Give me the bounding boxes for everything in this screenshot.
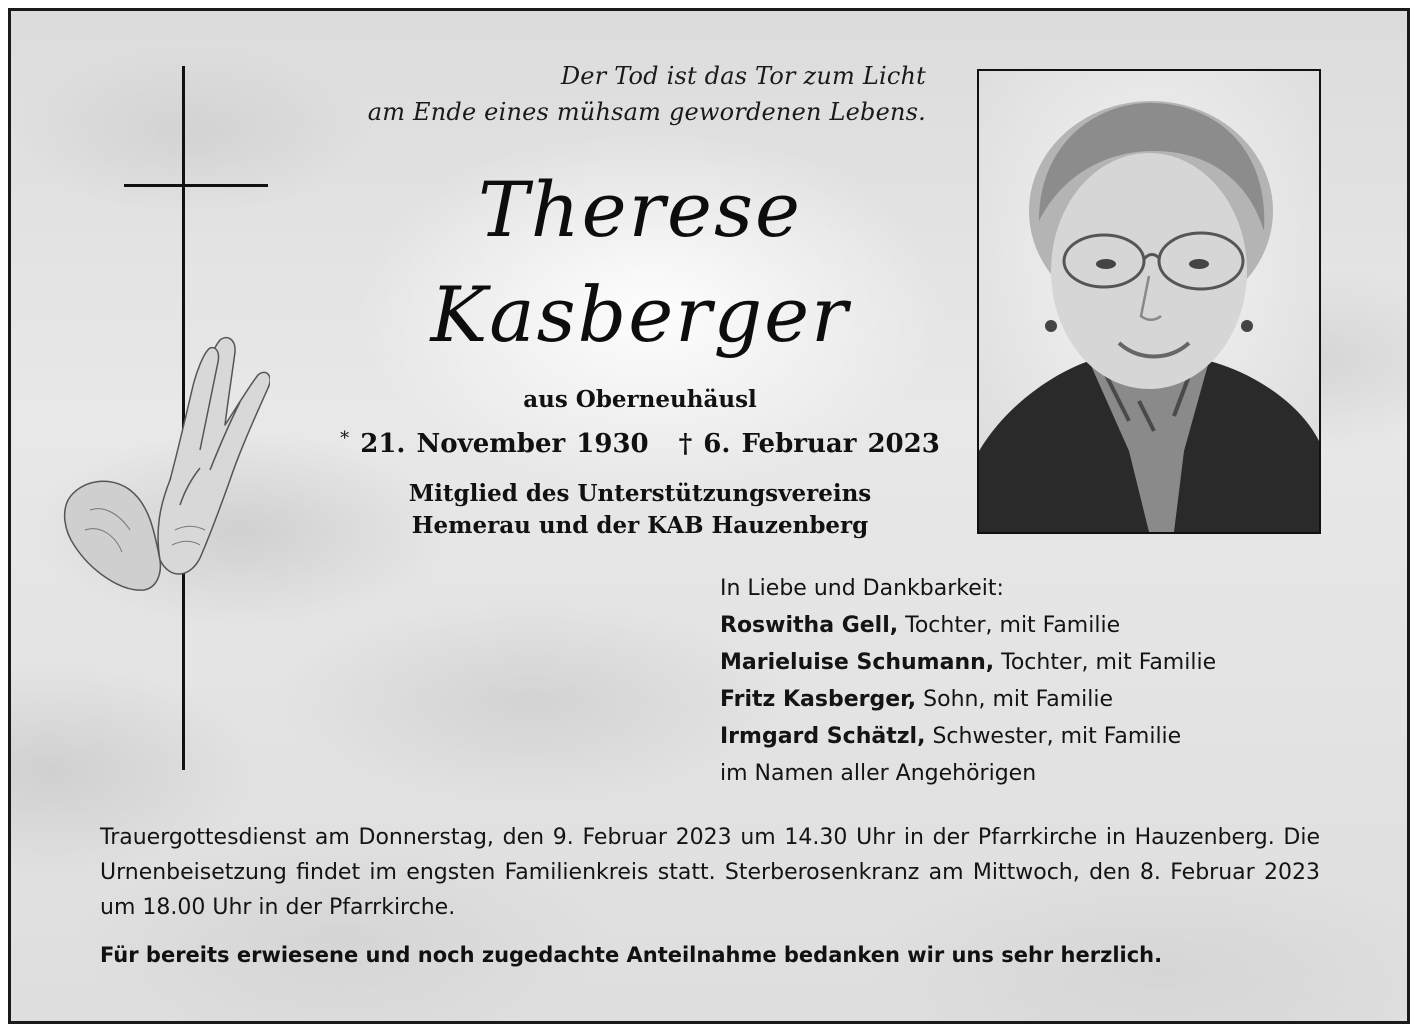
deceased-first-name: Therese	[478, 165, 802, 254]
life-dates	[330, 428, 950, 459]
deceased-last-name: Kasberger	[430, 270, 850, 359]
cross-bar	[124, 184, 268, 187]
mourners-intro: In Liebe und Dankbarkeit:	[720, 576, 1004, 601]
mourner-name: Roswitha Gell,	[720, 613, 899, 638]
mourner-row	[720, 644, 1360, 681]
birth-date: 21. November 1930	[360, 429, 649, 459]
portrait-photo	[977, 69, 1321, 534]
mourners-block	[720, 570, 1360, 792]
membership-info	[330, 478, 950, 542]
notice-frame	[8, 8, 1410, 1024]
closing-thanks: Für bereits erwiesene und noch zugedachte Anteilnahme bedanken wir uns sehr herzlich.	[100, 943, 1163, 967]
mourner-row	[720, 681, 1360, 718]
mourner-relation: Schwester, mit Familie	[932, 724, 1182, 749]
portrait-image	[979, 71, 1319, 532]
motto-line-1: Der Tod ist das Tor zum Licht	[560, 62, 926, 90]
motto-quote	[300, 58, 926, 130]
mourner-name: Fritz Kasberger,	[720, 687, 917, 712]
membership-line-2: Hemerau und der KAB Hauzenberg	[411, 512, 869, 539]
service-info: Trauergottesdienst am Donnerstag, den 9. Februar 2023 um 14.30 Uhr in der Pfarrkirche in Hauzenberg. Die Urnenbeisetzung findet im engsten Familienkreis statt. Sterberosenkranz am Mittwoch, den 8. Februar 2023 um 18.00 Uhr in der Pfarrkirche.	[100, 825, 1320, 920]
mourner-relation: Tochter, mit Familie	[1001, 650, 1217, 675]
mourner-name: Marieluise Schumann,	[720, 650, 995, 675]
mourner-name: Irmgard Schätzl,	[720, 724, 926, 749]
mourner-relation: Sohn, mit Familie	[923, 687, 1114, 712]
birth-star-icon: *	[340, 428, 350, 449]
praying-hands-icon	[60, 330, 270, 600]
deceased-origin: aus Oberneuhäusl	[523, 386, 757, 413]
mourners-outro: im Namen aller Angehörigen	[720, 761, 1037, 786]
death-date: 6. Februar 2023	[703, 429, 940, 459]
membership-line-1: Mitglied des Unterstützungsvereins	[408, 480, 872, 507]
mourner-row	[720, 607, 1360, 644]
mourner-row	[720, 718, 1360, 755]
motto-line-2: am Ende eines mühsam gewordenen Lebens.	[367, 98, 926, 126]
mourner-relation: Tochter, mit Familie	[905, 613, 1121, 638]
death-cross-icon: †	[678, 429, 693, 459]
